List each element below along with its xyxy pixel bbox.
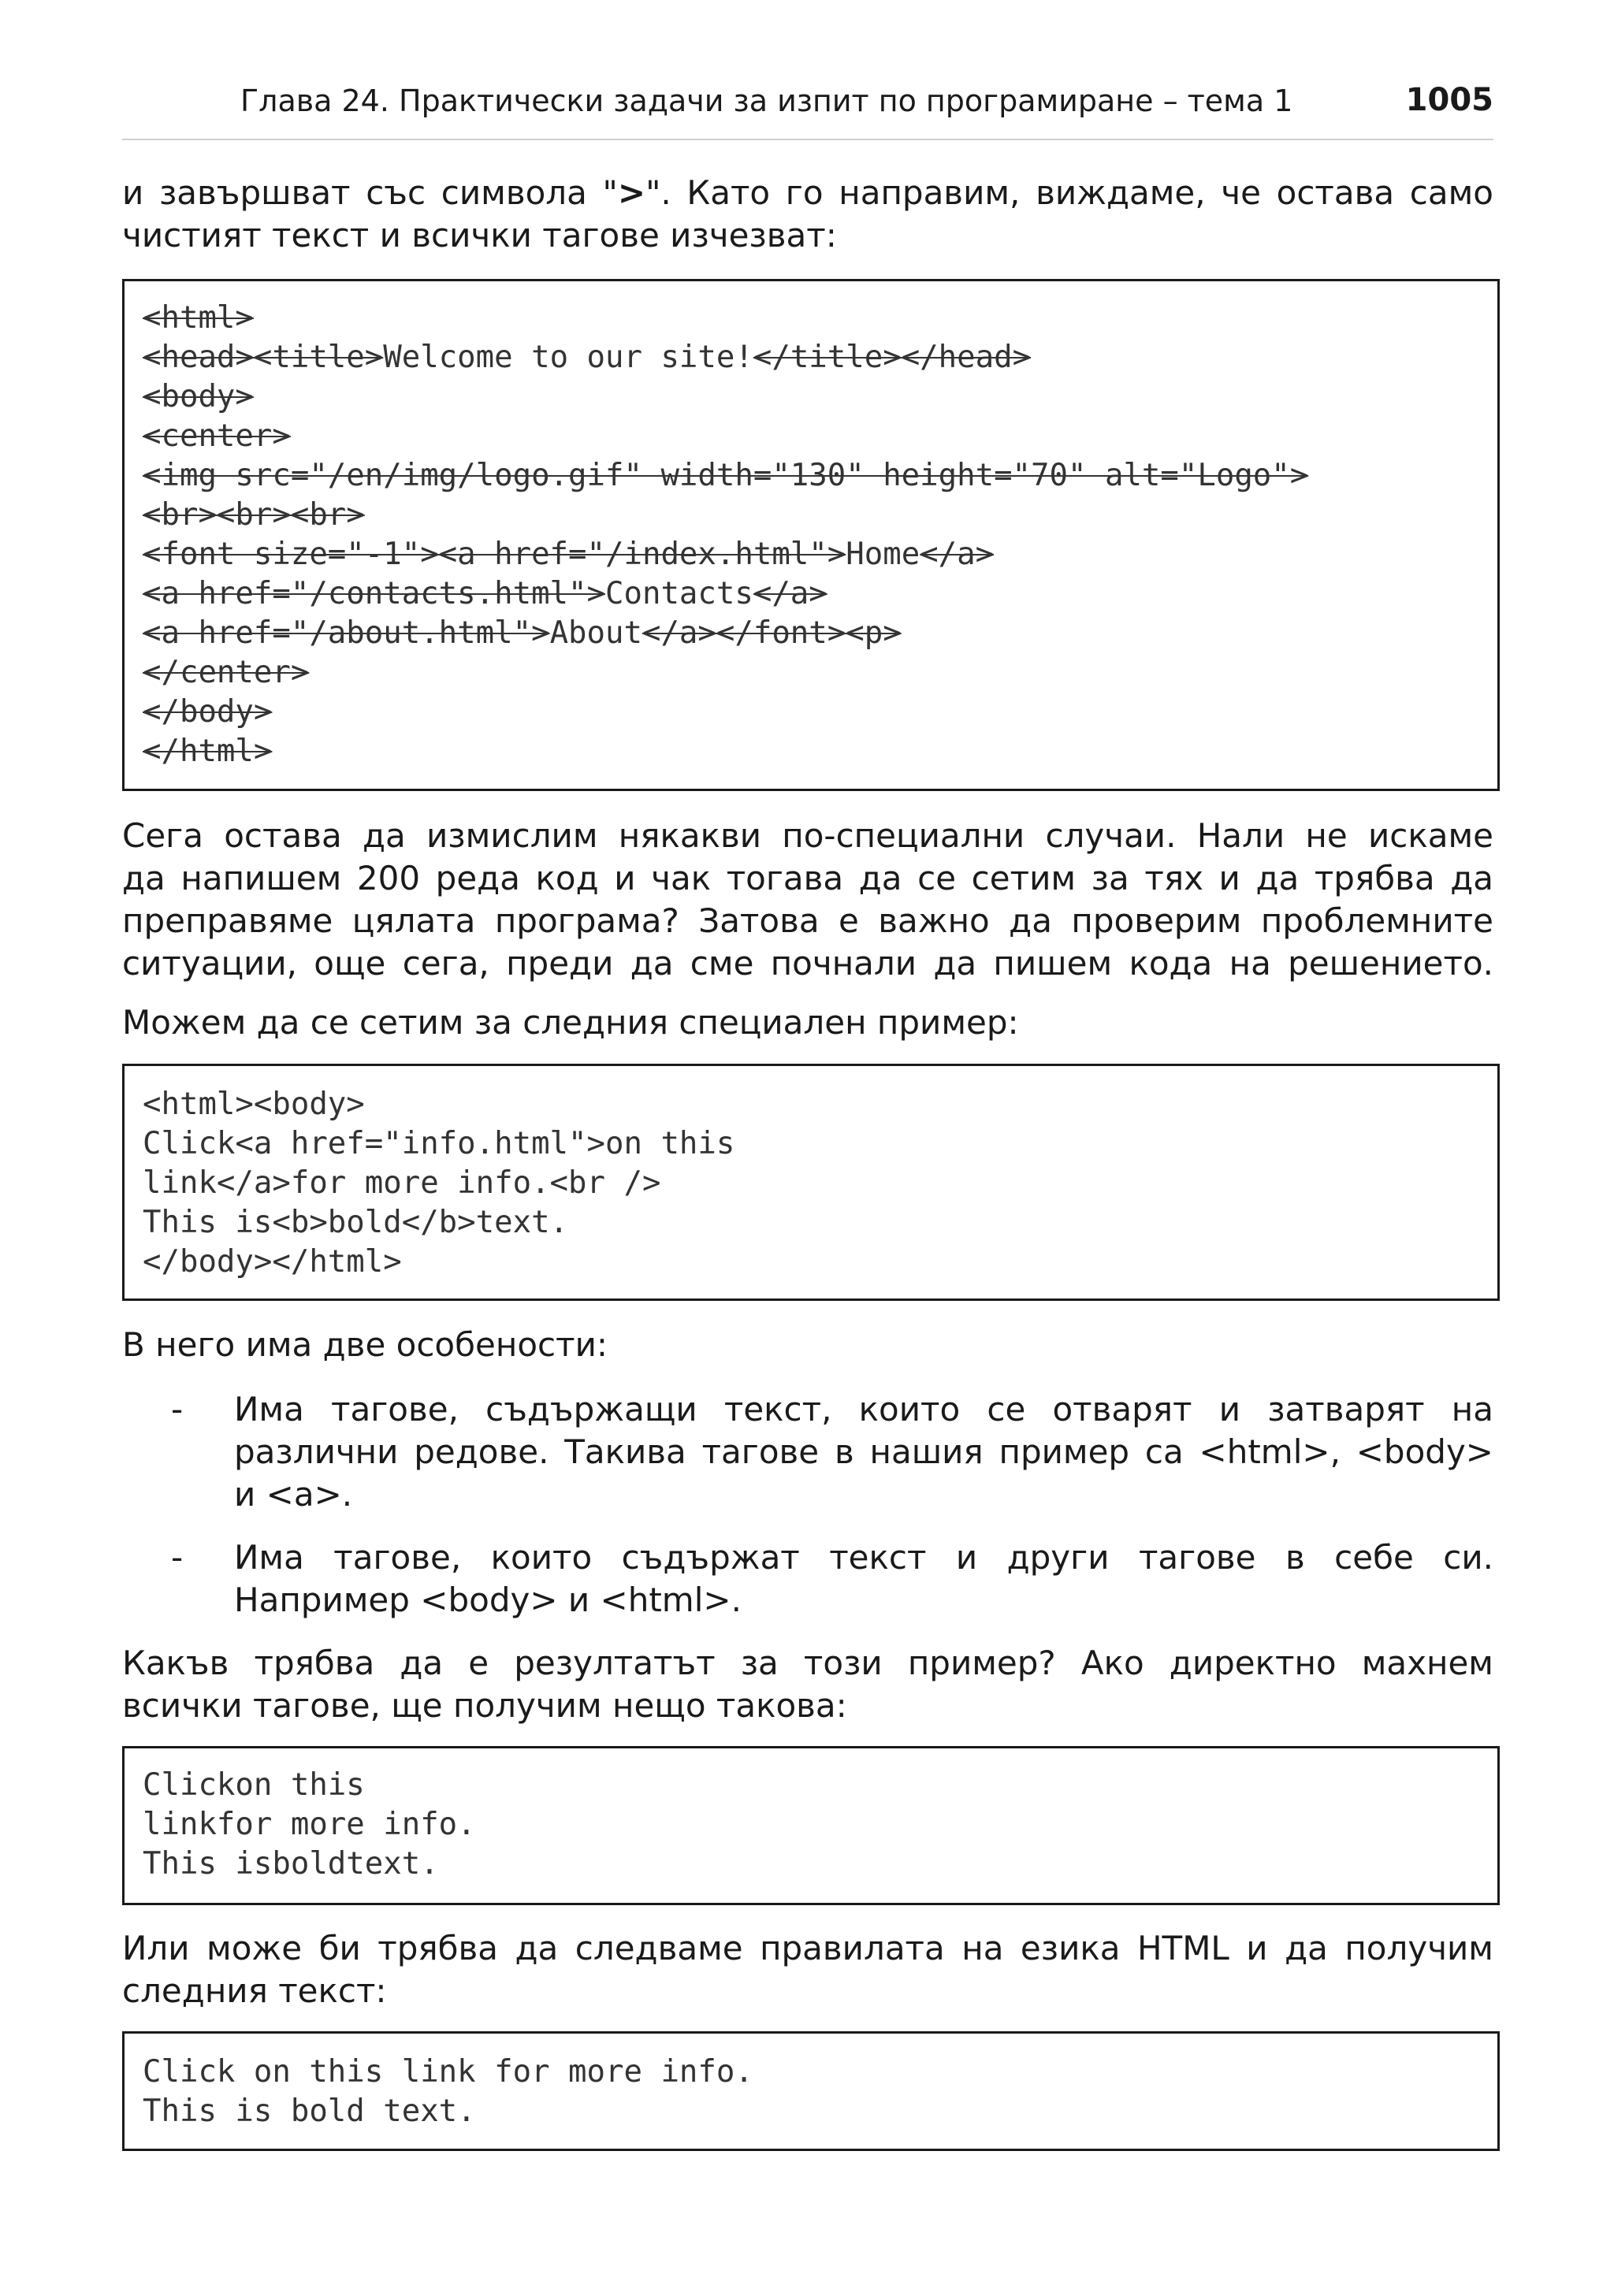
code-line: This isboldtext. [143,1846,439,1882]
code-line [143,653,1497,693]
code-line: </body></html> [143,1244,402,1280]
struck-tag: </center> [143,655,310,690]
bullet-text [234,1388,1493,1516]
code-line: link</a>for more info.<br /> [143,1165,661,1201]
struck-tag: <font size="-1"><a href="/index.html"> [143,537,846,572]
paragraph-features-intro [122,1324,1493,1366]
bullet-item [122,1388,1493,1516]
code-line [143,614,1497,653]
bullet-line: Има тагове, които съдържат текст и други тагове в себе си. [234,1538,1493,1577]
paragraph-intro [122,172,1493,257]
bullet-line: и <a>. [234,1475,353,1514]
struck-tag: </a> [753,576,827,611]
symbol-bold: > [617,173,646,212]
bullet-line: Има тагове, съдържащи текст, които се отварят и затварят на [234,1390,1493,1428]
code-line: linkfor more info. [143,1807,476,1842]
code-line [143,732,1497,771]
kept-text: Contacts [605,576,753,611]
code-block-html-result [122,2031,1500,2151]
struck-tag: <body> [143,379,254,414]
code-line [143,496,1497,535]
code-line [143,377,1497,417]
paragraph-line: ситуации, още сега, преди да сме почнали да пишем кода на решението. [122,944,1493,983]
code-line: This is bold text. [143,2094,476,2129]
code-block-stripped-tags [122,279,1500,791]
paragraph-line: следния текст: [122,1971,387,2010]
paragraph-line: чистият текст и всички тагове изчезват: [122,216,837,254]
code-line [143,574,1497,614]
bullet-text [234,1536,1493,1622]
code-line: This is<b>bold</b>text. [143,1205,569,1240]
paragraph-special-cases [122,815,1493,985]
bullet-item [122,1536,1493,1622]
paragraph-result-question [122,1642,1493,1727]
paragraph-line: Или може би трябва да следваме правилата на езика HTML и да получим [122,1929,1493,1967]
code-line [143,417,1497,456]
struck-tag: <img src="/en/img/logo.gif" width="130" height="70" alt="Logo"> [143,458,1309,493]
struck-tag: <a href="/contacts.html"> [143,576,605,611]
kept-text: About [549,615,642,651]
code-block-naive-result [122,1746,1500,1905]
bullet-line: Например <body> и <html>. [234,1581,742,1619]
bullet-dash: - [171,1390,184,1428]
code-line [143,693,1497,732]
paragraph-example-intro [122,1001,1493,1044]
text-run: ". Като го направим, виждаме, че остава само [645,173,1494,212]
kept-text: Home [846,537,920,572]
paragraph-line: Сега остава да измислим някакви по-специални случаи. Нали не искаме [122,816,1493,855]
paragraph-line: Можем да се сетим за следния специален пример: [122,1003,1019,1042]
struck-tag: </a> [920,537,995,572]
paragraph-line: да напишем 200 реда код и чак тогава да се сетим за тях и да трябва да [122,859,1493,897]
paragraph-line: преправяме цялата програма? Затова е важно да проверим проблемните [122,901,1493,940]
code-line [143,338,1497,377]
struck-tag: </html> [143,734,273,769]
code-line: Clickon this [143,1767,365,1803]
code-line [143,456,1497,496]
struck-tag: <a href="/about.html"> [143,615,550,651]
code-line: Click on this link for more info. [143,2054,753,2090]
page-number: 1005 [1405,82,1493,118]
header-divider [122,139,1493,140]
page-header [122,76,1493,123]
code-line [143,299,1497,338]
code-line [143,535,1497,574]
text-run: и завършват със символа " [122,173,618,212]
chapter-title: Глава 24. Практически задачи за изпит по програмиране – тема 1 [240,84,1293,118]
bullet-line: различни редове. Такива тагове в нашия пример са <html>, <body> [234,1432,1493,1471]
code-block-special-example [122,1064,1500,1301]
struck-tag: </a></font><p> [642,615,902,651]
struck-tag: <center> [143,418,291,454]
kept-text: Welcome to our site! [383,340,753,375]
paragraph-line: В него има две особености: [122,1325,608,1364]
struck-tag: <br><br><br> [143,497,365,533]
code-line: <html><body> [143,1087,365,1122]
paragraph-line: всички тагове, ще получим нещо такова: [122,1686,847,1725]
paragraph-line [122,172,1493,214]
code-line: Click<a href="info.html">on this [143,1126,735,1161]
struck-tag: <html> [143,300,254,336]
struck-tag: </body> [143,694,273,730]
paragraph-line: Какъв трябва да е резултатът за този пример? Ако директно махнем [122,1644,1493,1682]
bullet-dash: - [171,1538,184,1577]
struck-tag: </title></head> [753,340,1032,375]
struck-tag: <head><title> [143,340,384,375]
paragraph-html-rules [122,1927,1493,2012]
